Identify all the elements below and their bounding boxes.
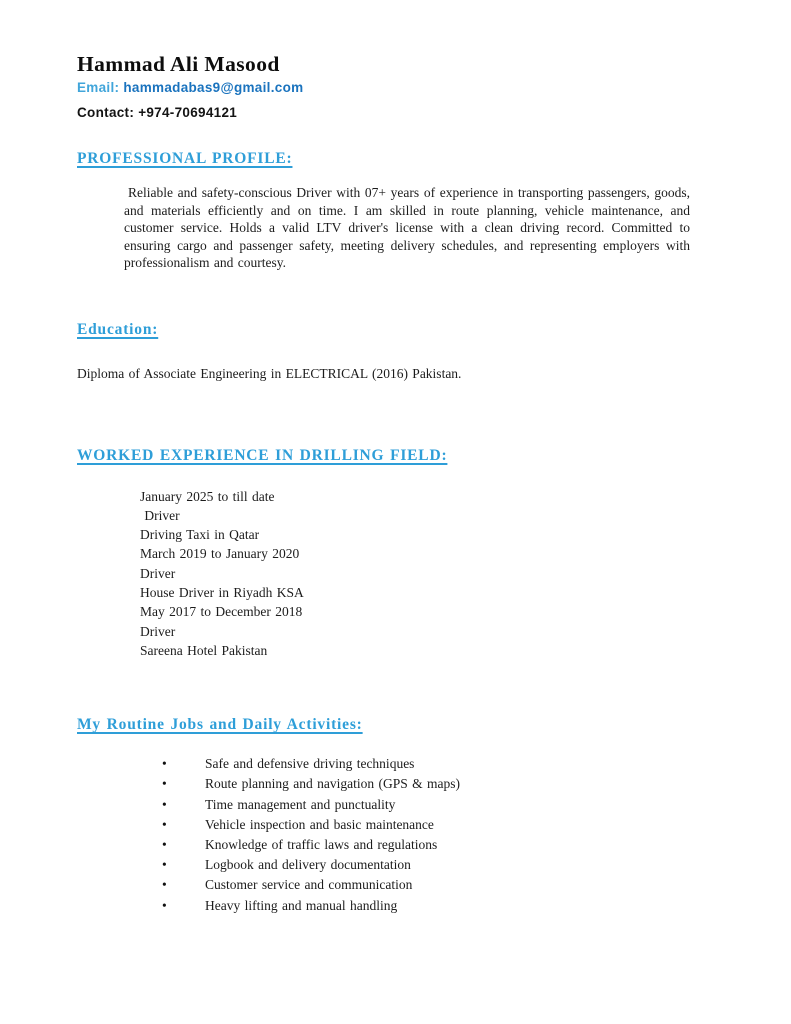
experience-heading: WORKED EXPERIENCE IN DRILLING FIELD: — [77, 446, 448, 464]
routine-item-text: Customer service and communication — [205, 877, 413, 893]
list-item — [162, 835, 690, 855]
candidate-name: Hammad Ali Masood — [77, 52, 280, 76]
bullet-icon: • — [162, 857, 167, 873]
bullet-icon: • — [162, 796, 167, 812]
routine-item-text: Route planning and navigation (GPS & maps) — [205, 776, 460, 792]
experience-line: Sareena Hotel Pakistan — [140, 642, 268, 658]
profile-section — [77, 149, 690, 272]
bullet-icon: • — [162, 756, 167, 772]
email-address-link[interactable]: hammadabas9@gmail.com — [123, 80, 304, 95]
routine-heading: My Routine Jobs and Daily Activities: — [77, 716, 363, 734]
routine-item-text: Vehicle inspection and basic maintenance — [205, 816, 434, 832]
experience-line: March 2019 to January 2020 — [140, 546, 300, 562]
education-section — [77, 320, 690, 382]
bullet-icon: • — [162, 776, 167, 792]
email-line — [77, 80, 690, 96]
list-item — [162, 815, 690, 835]
routine-item-text: Time management and punctuality — [205, 796, 396, 812]
education-heading: Education: — [77, 320, 159, 338]
contact-line: Contact: +974-70694121 — [77, 105, 238, 120]
experience-list — [140, 487, 690, 661]
bullet-icon: • — [162, 897, 167, 913]
experience-section — [77, 446, 690, 661]
list-item — [162, 875, 690, 895]
experience-line: Driver — [140, 565, 176, 581]
list-item — [162, 754, 690, 774]
list-item — [162, 795, 690, 815]
routine-item-text: Logbook and delivery documentation — [205, 857, 411, 873]
experience-line: May 2017 to December 2018 — [140, 604, 303, 620]
profile-body: Reliable and safety-conscious Driver with 07+ years of experience in transporting passengers, goods, and materials efficiently and on time. I am skilled in route planning, vehicle maintenance, and customer service. Holds a valid LTV driver's license with a clean driving record. Committed to ensuring cargo and passenger safety, meeting delivery schedules, and representing employers with professionalism and courtesy. — [124, 185, 690, 270]
email-label: Email: — [77, 80, 120, 95]
experience-line: Driving Taxi in Qatar — [140, 527, 260, 543]
experience-line: Driver — [140, 623, 176, 639]
bullet-icon: • — [162, 816, 167, 832]
list-item — [162, 896, 690, 916]
experience-line: January 2025 to till date — [140, 488, 275, 504]
experience-line: House Driver in Riyadh KSA — [140, 584, 304, 600]
routine-section — [77, 715, 690, 916]
routine-item-text: Heavy lifting and manual handling — [205, 897, 398, 913]
routine-item-text: Knowledge of traffic laws and regulations — [205, 836, 438, 852]
experience-line: Driver — [140, 507, 180, 523]
bullet-icon: • — [162, 877, 167, 893]
list-item — [162, 774, 690, 794]
profile-heading: PROFESSIONAL PROFILE: — [77, 150, 293, 167]
bullet-icon: • — [162, 836, 167, 852]
list-item — [162, 855, 690, 875]
education-detail: Diploma of Associate Engineering in ELECTRICAL (2016) Pakistan. — [77, 365, 462, 381]
routine-list — [77, 754, 690, 916]
routine-item-text: Safe and defensive driving techniques — [205, 756, 415, 772]
